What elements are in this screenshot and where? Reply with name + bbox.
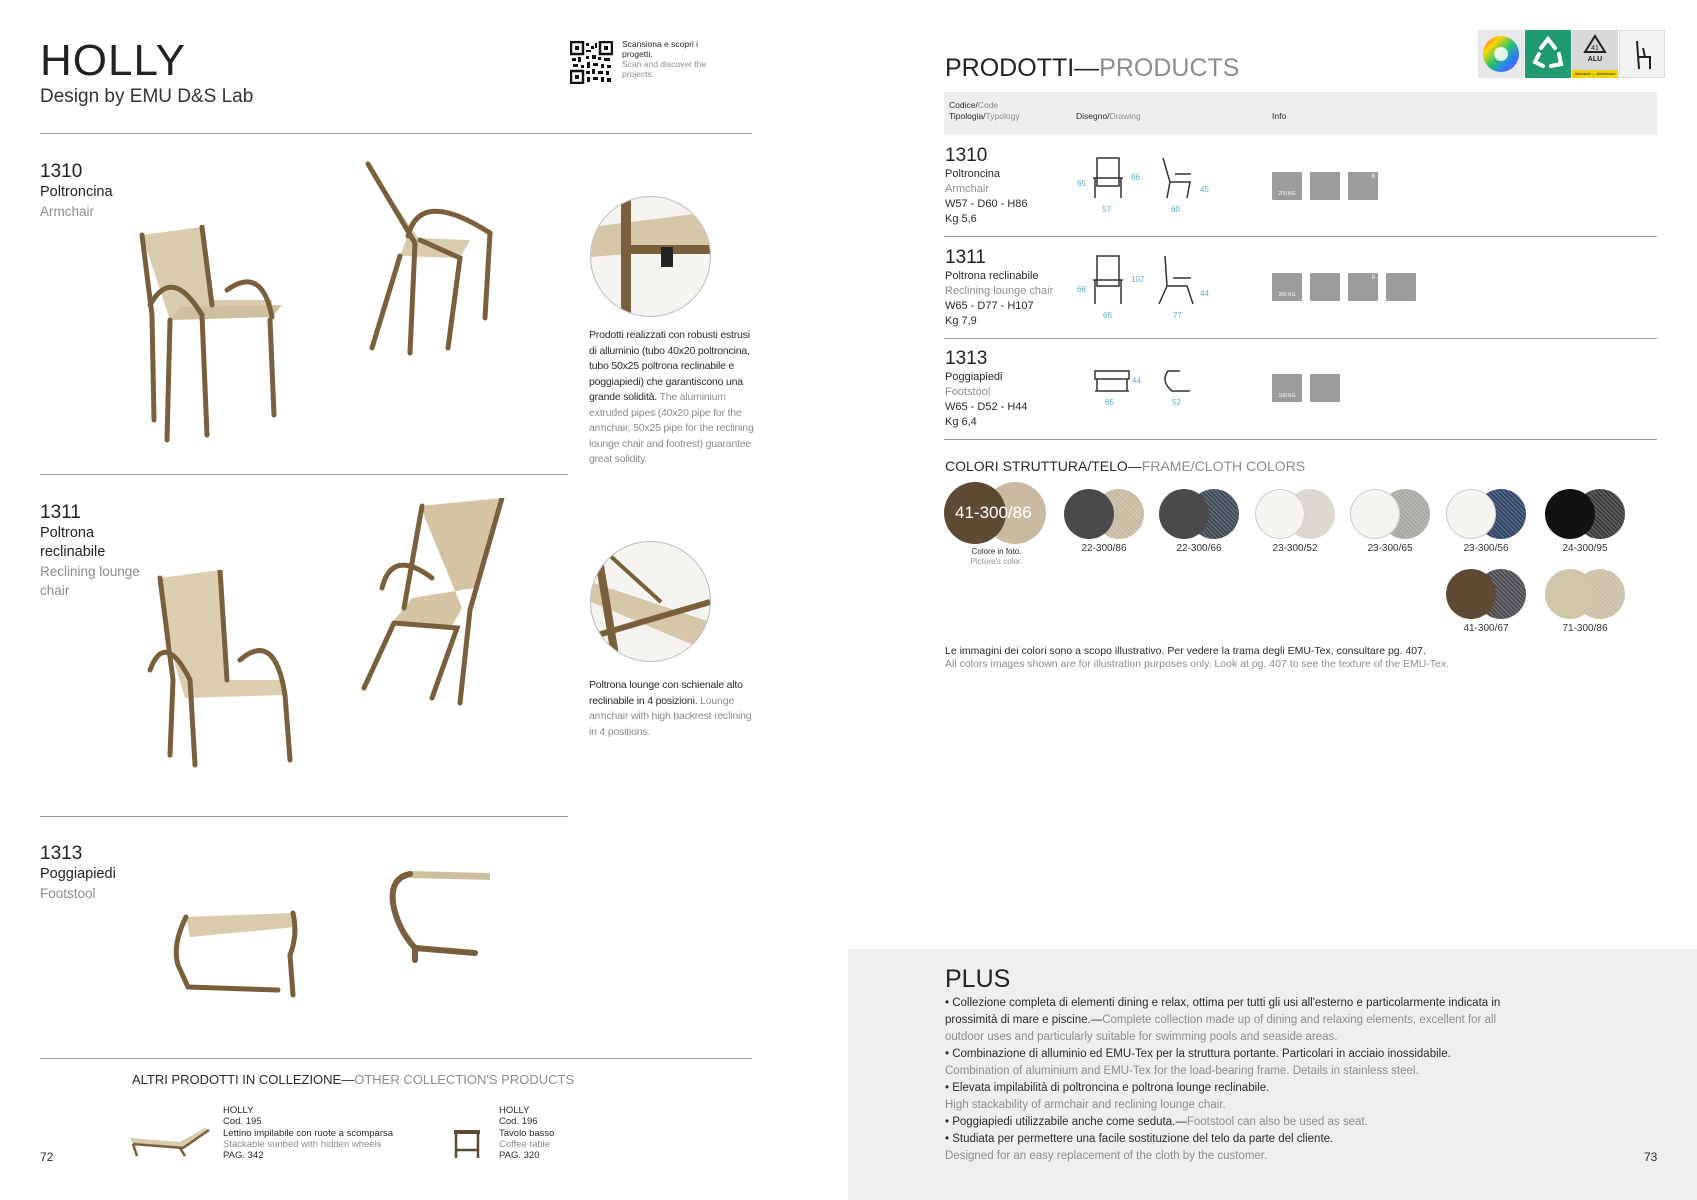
plus-item: • Collezione completa di elementi dining e relax, ottima per tutti gli usi all'esterno e particolarmente indicata in prossimità di mare e piscine.—Complete collection made up of dining and relaxing elements, excellent for all outdoor uses and particularly suitable for swimming pools and seaside areas. [945, 997, 1501, 1043]
product-1310-label: 1310 Poltroncina Armchair [40, 161, 113, 219]
plus-item: • Studiata per permettere una facile sostituzione del telo da parte del cliente. Designed for an easy replacement of the cloth by the customer. [945, 1133, 1334, 1162]
color-swatch[interactable] [1255, 489, 1335, 539]
colors-title: COLORI STRUTTURA/TELO—FRAME/CLOTH COLORS [945, 458, 1306, 474]
footstool-front-image [168, 905, 303, 1000]
product-1311-label: 1311 Poltrona reclinabile Reclining lounge chair [40, 502, 140, 598]
svg-text:107: 107 [1131, 275, 1145, 284]
svg-text:ALU: ALU [1587, 56, 1603, 63]
svg-text:66: 66 [1077, 285, 1086, 294]
svg-text:60: 60 [1171, 205, 1180, 214]
drawing-1313 [1090, 365, 1200, 410]
sunbed-thumbnail-image[interactable] [125, 1120, 210, 1160]
featured-color-swatch[interactable]: 41-300/86 [944, 482, 1054, 544]
featured-color-caption: Colore in foto. Picture's color. [970, 547, 1023, 566]
reclining-icon [1386, 273, 1416, 301]
qr-code-icon[interactable] [570, 41, 613, 84]
color-swatch[interactable] [1446, 489, 1526, 539]
divider [40, 133, 752, 134]
color-swatch[interactable] [1446, 569, 1526, 619]
color-swatch[interactable] [1064, 489, 1144, 539]
reclining-chair-side-image [352, 498, 512, 708]
coffee-table-thumbnail-image[interactable] [452, 1128, 482, 1160]
weight-load-icon: 200 KG [1272, 273, 1302, 301]
table-row: 1310 Poltroncina Armchair W57 - D60 - H86 Kg 5,6 [945, 145, 1028, 225]
stackable-icon: 8 [1348, 172, 1378, 200]
weather-resistant-icon [1310, 273, 1340, 301]
colors-note: Le immagini dei colori sono a scopo illustrativo. Per vedere la trama degli EMU-Tex, consultare pg. 407. All colors images shown are for illustration purposes only. Look at pg. 407 to see the texture of the EMU-Tex. [945, 645, 1450, 670]
footstool-side-image [385, 868, 495, 968]
product-description-1: Prodotti realizzati con robusti estrusi di alluminio (tubo 40x20 poltroncina, tubo 50x25 poltrona reclinabile e poggiapiedi) che garantiscono una grande solidità. The aluminium extruded pipes (40x20 pipe for the armchair, 50x25 pipe for the reclining lounge chair and footrest) guarantee great solidity. [589, 329, 754, 465]
product-description-2: Poltrona lounge con schienale alto reclinabile in 4 posizioni. Lounge armchair with high backrest reclining in 4 positions. [589, 679, 752, 738]
drawing-1310 [1075, 152, 1210, 217]
color-swatch[interactable] [1545, 569, 1625, 619]
color-wheel-icon [1478, 30, 1524, 78]
chair-icon [1619, 30, 1665, 78]
svg-text:44: 44 [1200, 289, 1209, 298]
color-swatch[interactable] [1350, 489, 1430, 539]
other-products-title: ALTRI PRODOTTI IN COLLEZIONE—OTHER COLLECTION'S PRODUCTS [132, 1072, 575, 1087]
weather-resistant-icon [1310, 172, 1340, 200]
svg-text:52: 52 [1172, 398, 1181, 407]
aluminium-icon: 41 ALU Alluminio — Aluminium [1572, 30, 1618, 78]
plus-title: PLUS [945, 965, 1011, 993]
divider [40, 474, 568, 475]
color-swatch[interactable] [1159, 489, 1239, 539]
svg-text:45: 45 [1200, 185, 1209, 194]
svg-text:65: 65 [1103, 311, 1112, 320]
product-1313-label: 1313 Poggiapiedi Footstool [40, 843, 116, 901]
detail-circle-armchair [590, 196, 711, 317]
plus-item: • Combinazione di alluminio ed EMU-Tex per la struttura portante. Particolari in acciaio inossidabile. Combination of aluminium and EMU-Tex for the load-bearing frame. Details in stainless steel. [945, 1048, 1451, 1077]
other-product-195[interactable]: HOLLY Cod. 195 Lettino impilabile con ruote a scomparsa Stackable sunbed with hidden wheels PAG. 342 [223, 1105, 394, 1162]
armchair-side-image [360, 158, 510, 358]
svg-text:57: 57 [1102, 205, 1111, 214]
svg-text:65: 65 [1077, 179, 1086, 188]
divider [944, 236, 1657, 237]
collection-title: HOLLY [40, 36, 187, 85]
plus-item: • Poggiapiedi utilizzabile anche come seduta.—Footstool can also be used as seat. [945, 1116, 1368, 1128]
divider [40, 1058, 752, 1059]
products-title: PRODOTTI—PRODUCTS [945, 54, 1240, 82]
plus-list [945, 995, 1535, 1165]
table-header: Codice/Code Tipologia/Typology Disegno/Drawing Info [944, 92, 1657, 135]
page-number-left: 72 [40, 1150, 54, 1164]
svg-text:86: 86 [1131, 173, 1140, 182]
table-row: 1311 Poltrona reclinabile Reclining lounge chair W65 - D77 - H107 Kg 7,9 [945, 247, 1054, 327]
qr-caption: Scansiona e scopri i progetti. Scan and discover the projects. [622, 39, 707, 79]
drawing-1311 [1075, 252, 1210, 324]
svg-text:77: 77 [1173, 311, 1182, 320]
detail-circle-recliner [590, 541, 711, 662]
other-product-196[interactable]: HOLLY Cod. 196 Tavolo basso Coffee table PAG. 320 [499, 1105, 555, 1162]
weather-resistant-icon [1310, 374, 1340, 402]
divider [944, 439, 1657, 440]
color-swatch[interactable] [1545, 489, 1625, 539]
svg-text:44: 44 [1132, 376, 1141, 385]
page-number-right: 73 [1644, 1150, 1658, 1164]
svg-text:65: 65 [1105, 398, 1114, 407]
recycle-icon [1525, 30, 1571, 78]
svg-text:41: 41 [1591, 45, 1599, 52]
designer-subtitle: Design by EMU D&S Lab [40, 86, 254, 107]
divider [40, 816, 568, 817]
stackable-icon: 8 [1348, 273, 1378, 301]
divider [944, 338, 1657, 339]
armchair-front-image [132, 225, 307, 445]
reclining-chair-front-image [145, 570, 315, 770]
table-row: 1313 Poggiapiedi Footstool W65 - D52 - H44 Kg 6,4 [945, 348, 1028, 428]
weight-load-icon: 200 KG [1272, 172, 1302, 200]
plus-item: • Elevata impilabilità di poltroncina e poltrona lounge reclinabile. High stackability of armchair and reclining lounge chair. [945, 1082, 1270, 1111]
weight-load-icon: 100 KG [1272, 374, 1302, 402]
